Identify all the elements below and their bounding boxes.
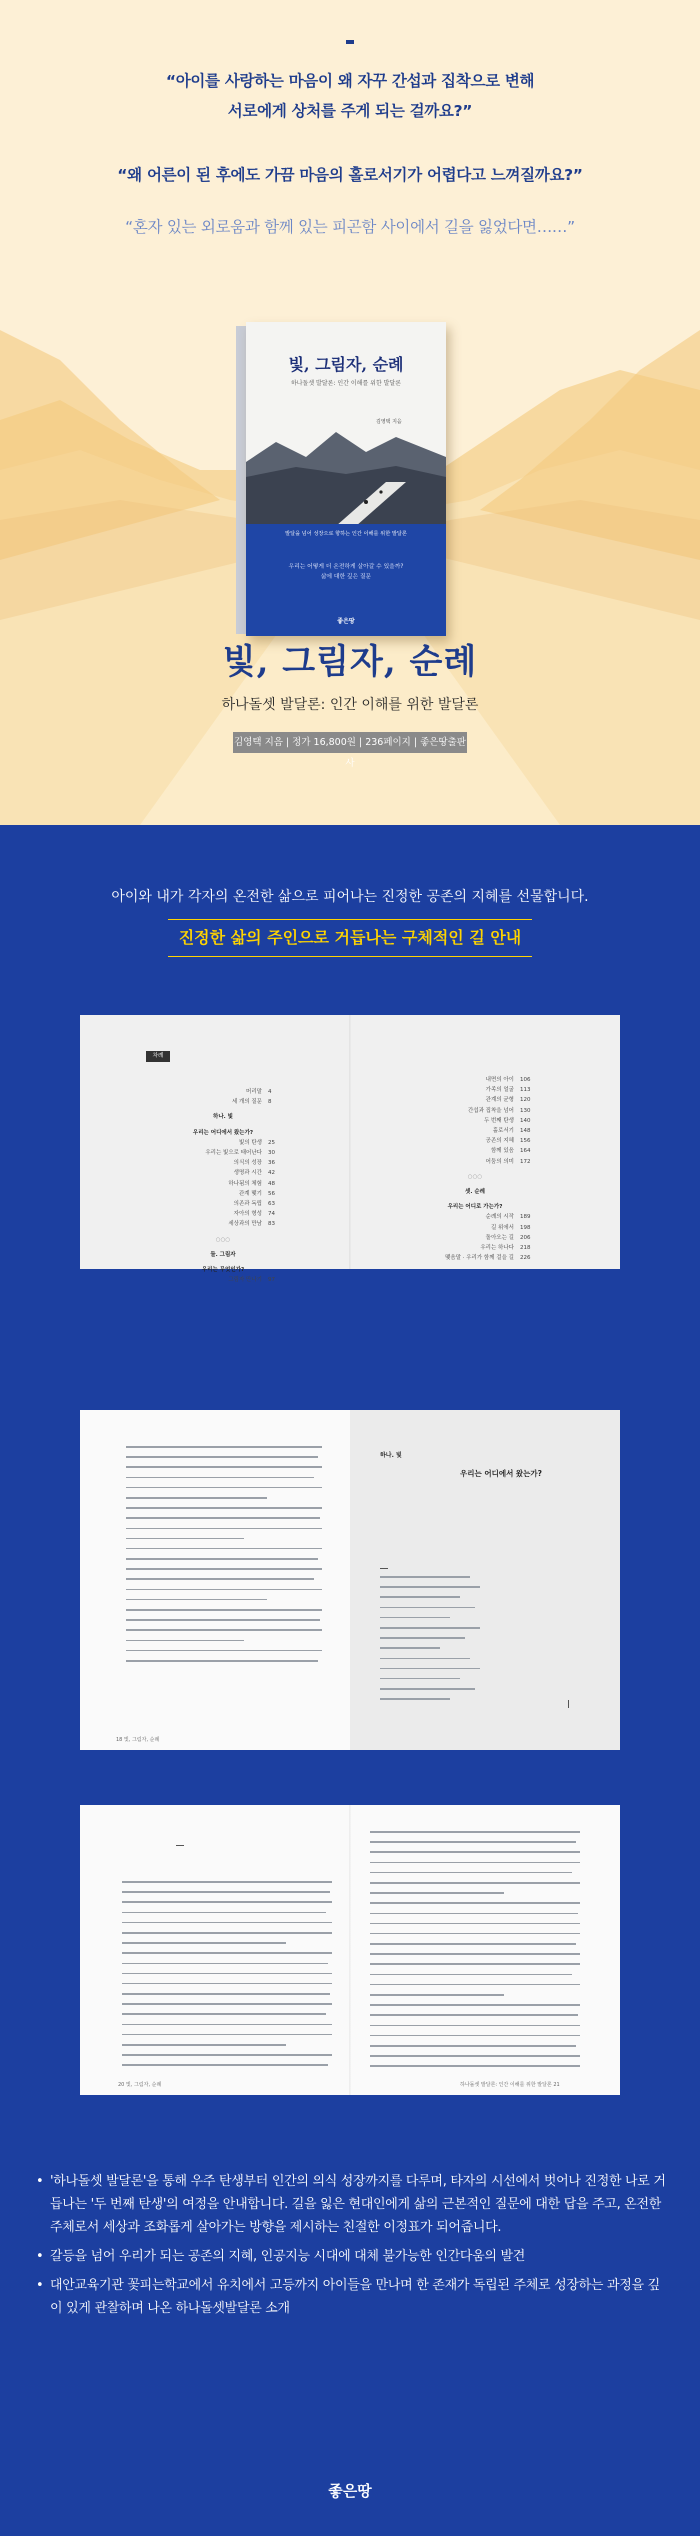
text-line — [370, 1923, 580, 1925]
text-line — [122, 1912, 326, 1914]
toc-entry — [128, 1199, 318, 1209]
toc-part-heading: 우리는 무엇인가? — [201, 1267, 245, 1274]
page-gutter — [349, 1805, 351, 2095]
toc-entry-title: 하나됨의 체험 — [228, 1180, 262, 1187]
toc-tag: 차례 — [146, 1051, 170, 1062]
toc-entry-page: 148 — [520, 1128, 531, 1135]
text-line — [370, 1943, 576, 1945]
text-line — [126, 1456, 318, 1458]
toc-entry-page: 226 — [520, 1255, 531, 1262]
toc-entry-title: 그림자 만나기 — [228, 1277, 262, 1284]
poem-text-block — [380, 1576, 480, 1708]
feature-list — [36, 2170, 666, 2326]
text-line — [126, 1507, 322, 1509]
body-text-block-right — [370, 1831, 580, 2076]
text-line — [370, 1953, 580, 1955]
chapter-title: 우리는 어디에서 왔는가? — [460, 1469, 543, 1478]
text-line — [126, 1640, 244, 1642]
text-line — [370, 1841, 576, 1843]
toc-part-heading: 하나. 빛 — [213, 1114, 233, 1121]
toc-entry-page: 97 — [268, 1277, 275, 1284]
text-line — [380, 1576, 470, 1578]
feature-item: • 갈등을 넘어 우리가 되는 공존의 지혜, 인공지능 시대에 대체 불가능한 인간다움의 발견 — [36, 2245, 666, 2268]
text-line — [122, 1952, 332, 1954]
text-line — [370, 1882, 580, 1884]
page-number-right: 하나돌셋 발달론: 인간 이해를 위한 발달론 21 — [460, 2082, 560, 2088]
text-line — [370, 1984, 580, 1986]
text-line — [126, 1528, 322, 1530]
text-line — [126, 1599, 267, 1601]
highlight-top-rule — [168, 919, 532, 920]
toc-entry-page: 25 — [268, 1139, 275, 1146]
toc-entry — [128, 1138, 318, 1148]
text-line — [370, 1913, 578, 1915]
book-title: 빛, 그림자, 순례 — [222, 642, 478, 682]
toc-entry — [128, 1209, 318, 1219]
toc-separator: ○○○ — [215, 1236, 231, 1243]
text-line — [122, 1901, 332, 1903]
intro-text: 아이와 내가 각자의 온전한 삶으로 피어나는 진정한 공존의 지혜를 선물합니다. — [111, 889, 589, 905]
hero-quote-1: “아이를 사랑하는 마음이 왜 자꾸 간섭과 집착으로 변해 서로에게 상처를 주게 되는 걸까요?” — [165, 72, 535, 120]
toc-entry-title: 두 번째 탄생 — [483, 1117, 514, 1124]
toc-entry — [380, 1212, 570, 1222]
text-line — [126, 1487, 322, 1489]
text-line — [122, 2003, 332, 2005]
toc-entry — [380, 1157, 570, 1167]
toc-entry-page: 164 — [520, 1148, 531, 1155]
page-number-left: 20 빛, 그림자, 순례 — [118, 2082, 162, 2088]
toc-entry-title: 길 위에서 — [490, 1224, 514, 1231]
text-line — [126, 1660, 318, 1662]
text-line — [370, 2055, 580, 2057]
body-spread — [80, 1805, 620, 2095]
toc-entry — [128, 1275, 318, 1285]
text-line — [370, 2045, 576, 2047]
body-text-block — [126, 1446, 322, 1670]
toc-entry-title: 머리말 — [246, 1089, 262, 1095]
toc-entry-page: 4 — [268, 1089, 272, 1095]
toc-entry — [128, 1168, 318, 1178]
toc-separator: ○○○ — [467, 1173, 483, 1180]
book-subtitle: 하나돌셋 발달론: 인간 이해를 위한 발달론 — [221, 697, 479, 713]
toc-entry-page: 156 — [520, 1138, 531, 1145]
text-line — [122, 1932, 332, 1934]
text-line — [126, 1578, 314, 1580]
text-line — [380, 1647, 440, 1649]
text-line — [122, 1922, 332, 1924]
page-mark — [568, 1700, 569, 1708]
book-info-badge: 김영택 지음 | 정가 16,800원 | 236페이지 | 좋은땅출판사 — [233, 732, 467, 753]
toc-entry-title: 홀로서기 — [492, 1128, 514, 1135]
toc-entry — [380, 1146, 570, 1156]
text-line — [380, 1596, 460, 1598]
toc-entry-page: 120 — [520, 1097, 531, 1104]
toc-entry — [380, 1106, 570, 1116]
toc-entry-page: 8 — [268, 1099, 272, 1106]
toc-entry — [128, 1158, 318, 1168]
text-line — [126, 1609, 322, 1611]
toc-entry — [380, 1223, 570, 1233]
toc-entry — [128, 1087, 318, 1097]
toc-entry-page: 130 — [520, 1107, 531, 1114]
text-line — [122, 1942, 286, 1944]
toc-entry-title: 가족의 얼굴 — [485, 1087, 514, 1094]
text-line — [126, 1558, 318, 1560]
highlight-text: 진정한 삶의 주인으로 거듭나는 구체적인 길 안내 — [178, 928, 522, 947]
text-line — [380, 1678, 460, 1680]
feature-item: • 대안교육기관 꽃피는학교에서 유치에서 고등까지 아이들을 만나며 한 존재가 독립된 주체로 성장하는 과정을 깊이 있게 관찰하며 나온 하나돌셋발달론 소개 — [36, 2274, 666, 2320]
text-line — [380, 1607, 475, 1609]
toc-entry — [380, 1136, 570, 1146]
cover-landscape-art — [246, 422, 446, 526]
toc-entry-page: 218 — [520, 1245, 531, 1252]
toc-entry — [380, 1126, 570, 1136]
toc-entry-title: 내면의 아이 — [485, 1077, 514, 1083]
text-line — [370, 1994, 504, 1996]
text-line — [122, 1993, 330, 1995]
toc-entry-page: 106 — [520, 1077, 531, 1083]
toc-entry-title: 생명과 시간 — [233, 1170, 262, 1177]
feature-item: • '하나돌셋 발달론'을 통해 우주 탄생부터 인간의 의식 성장까지를 다루며, 타자의 시선에서 벗어나 진정한 나로 거듭나는 '두 번째 탄생'의 여정을 안내합니다. 길을 잃은 현대인에게 삶의 근본적인 질문에 대한 답을 주고, 온전한 주체로서 세상과 조화롭게 살아가는 방향을 제시하는 친절한 이정표가 되어줍니다. — [36, 2170, 666, 2239]
toc-entry-page: 189 — [520, 1214, 531, 1221]
toc-entry-page: 140 — [520, 1117, 531, 1124]
text-line — [126, 1548, 322, 1550]
highlight-bottom-rule — [168, 956, 532, 957]
text-line — [380, 1658, 470, 1660]
text-line — [370, 1872, 572, 1874]
hero-section — [0, 0, 700, 825]
toc-spread — [80, 1015, 620, 1284]
text-line — [370, 2065, 580, 2067]
chapter-part: 하나. 빛 — [380, 1452, 402, 1459]
text-line — [126, 1446, 322, 1448]
text-line — [380, 1698, 450, 1700]
toc-part-heading: 둘. 그림자 — [210, 1251, 236, 1258]
text-line — [380, 1627, 480, 1629]
toc-entry-title: 공존의 지혜 — [485, 1138, 514, 1145]
text-line — [126, 1477, 314, 1479]
toc-entry-page: 63 — [268, 1201, 275, 1208]
toc-entry-page: 83 — [268, 1221, 275, 1228]
toc-entry-title: 의존과 독립 — [233, 1201, 262, 1208]
toc-entry-title: 우리는 빛으로 태어난다 — [205, 1150, 262, 1157]
toc-entry-title: 맺음말 · 우리가 함께 걸을 길 — [445, 1255, 514, 1262]
book-cover-image — [236, 322, 446, 636]
text-line — [370, 1974, 572, 1976]
toc-entry — [128, 1148, 318, 1158]
text-line — [370, 1892, 504, 1894]
cover-publisher: 좋은땅 — [337, 618, 355, 625]
page-gutter — [349, 1015, 351, 1269]
section-dash — [380, 1568, 388, 1569]
text-line — [126, 1589, 322, 1591]
toc-entry-title: 관계 맺기 — [238, 1190, 262, 1197]
page-number: 18 빛, 그림자, 순례 — [116, 1737, 160, 1743]
toc-entry-title: 자아의 형성 — [233, 1211, 262, 1218]
cover-subtitle: 하나돌셋 발달론: 인간 이해를 위한 발달론 — [290, 380, 402, 387]
toc-right-column — [380, 1075, 570, 1263]
toc-entry — [380, 1095, 570, 1105]
text-line — [122, 1973, 332, 1975]
toc-entry-page: 74 — [268, 1211, 275, 1218]
toc-entry-page: 56 — [268, 1190, 275, 1197]
chapter-spread — [80, 1410, 620, 1750]
toc-entry-page: 206 — [520, 1234, 531, 1241]
cover-title: 빛, 그림자, 순례 — [288, 355, 404, 374]
text-line — [122, 2034, 332, 2036]
toc-entry-title: 관계의 균형 — [485, 1097, 514, 1104]
toc-entry — [128, 1179, 318, 1189]
text-line — [370, 1851, 580, 1853]
toc-entry-title: 세 개의 질문 — [231, 1099, 262, 1106]
text-line — [380, 1637, 465, 1639]
text-line — [122, 2024, 332, 2026]
detail-section — [0, 825, 700, 2536]
quote-mark — [346, 40, 354, 44]
book-front-cover — [246, 322, 446, 636]
toc-entry-title: 우리는 하나다 — [480, 1245, 514, 1252]
toc-entry-title: 돌아오는 길 — [485, 1234, 514, 1241]
text-line — [126, 1619, 320, 1621]
text-line — [370, 1862, 580, 1864]
cover-quote: 우리는 어떻게 더 온전하게 살아갈 수 있을까? 삶에 대한 깊은 질문 — [288, 564, 404, 580]
toc-entry-page: 113 — [520, 1087, 531, 1094]
toc-entry-page: 30 — [268, 1150, 275, 1157]
toc-entry-title: 의식의 성장 — [233, 1160, 262, 1167]
toc-part-heading: 우리는 어디에서 왔는가? — [192, 1129, 254, 1136]
toc-entry-page: 42 — [268, 1170, 275, 1177]
toc-entry — [380, 1253, 570, 1263]
toc-part-heading: 셋. 순례 — [465, 1189, 485, 1196]
toc-entry — [380, 1075, 570, 1085]
text-line — [122, 1983, 332, 1985]
text-line — [126, 1650, 322, 1652]
text-line — [370, 1831, 580, 1833]
toc-entry-title: 어둠의 의미 — [485, 1158, 514, 1165]
text-line — [370, 2035, 580, 2037]
toc-entry — [380, 1243, 570, 1253]
toc-entry-title: 간섭과 집착을 넘어 — [467, 1107, 514, 1114]
toc-entry-page: 48 — [268, 1180, 275, 1187]
text-line — [126, 1466, 322, 1468]
cover-band-text: 발달을 넘어 성장으로 향하는 인간 이해를 위한 발달론 — [285, 531, 407, 537]
text-line — [370, 1933, 580, 1935]
text-line — [380, 1586, 480, 1588]
text-line — [122, 1963, 328, 1965]
toc-entry-title: 빛의 탄생 — [238, 1139, 262, 1146]
toc-entry — [128, 1097, 318, 1107]
toc-part-heading: 우리는 어디로 가는가? — [447, 1204, 503, 1211]
text-line — [126, 1497, 267, 1499]
text-line — [122, 2013, 326, 2015]
text-line — [122, 2044, 286, 2046]
cover-author: 김영택 지음 — [376, 419, 402, 425]
text-line — [122, 2064, 328, 2066]
text-line — [380, 1668, 480, 1670]
text-line — [370, 2004, 580, 2006]
text-line — [126, 1629, 322, 1631]
text-line — [370, 1902, 580, 1904]
toc-entry — [128, 1219, 318, 1229]
hero-quote-3: “혼자 있는 외로움과 함께 있는 피곤함 사이에서 길을 잃었다면……” — [125, 218, 575, 236]
toc-entry-page: 36 — [268, 1160, 275, 1167]
text-line — [370, 2025, 580, 2027]
toc-entry-title: 함께 있음 — [490, 1148, 514, 1155]
text-line — [380, 1688, 475, 1690]
toc-entry-title: 세상과의 만남 — [228, 1221, 262, 1228]
text-line — [380, 1617, 450, 1619]
text-line — [370, 2014, 578, 2016]
toc-entry — [380, 1233, 570, 1243]
text-line — [122, 1891, 330, 1893]
toc-entry — [380, 1116, 570, 1126]
toc-entry-page: 172 — [520, 1158, 531, 1165]
section-dash — [176, 1845, 184, 1846]
toc-entry-page: 198 — [520, 1224, 531, 1231]
text-line — [370, 1963, 580, 1965]
text-line — [126, 1538, 244, 1540]
text-line — [122, 2054, 332, 2056]
body-text-block-left — [122, 1881, 332, 2075]
text-line — [126, 1517, 320, 1519]
toc-entry — [128, 1189, 318, 1199]
publisher-logo: 좋은땅 — [328, 2482, 372, 2500]
toc-entry — [380, 1085, 570, 1095]
hero-quote-2: “왜 어른이 된 후에도 가끔 마음의 홀로서기가 어렵다고 느껴질까요?” — [117, 166, 583, 184]
toc-entry-title: 순례의 시작 — [485, 1214, 514, 1221]
toc-left-column — [128, 1087, 318, 1285]
text-line — [122, 1881, 332, 1883]
text-line — [126, 1568, 322, 1570]
